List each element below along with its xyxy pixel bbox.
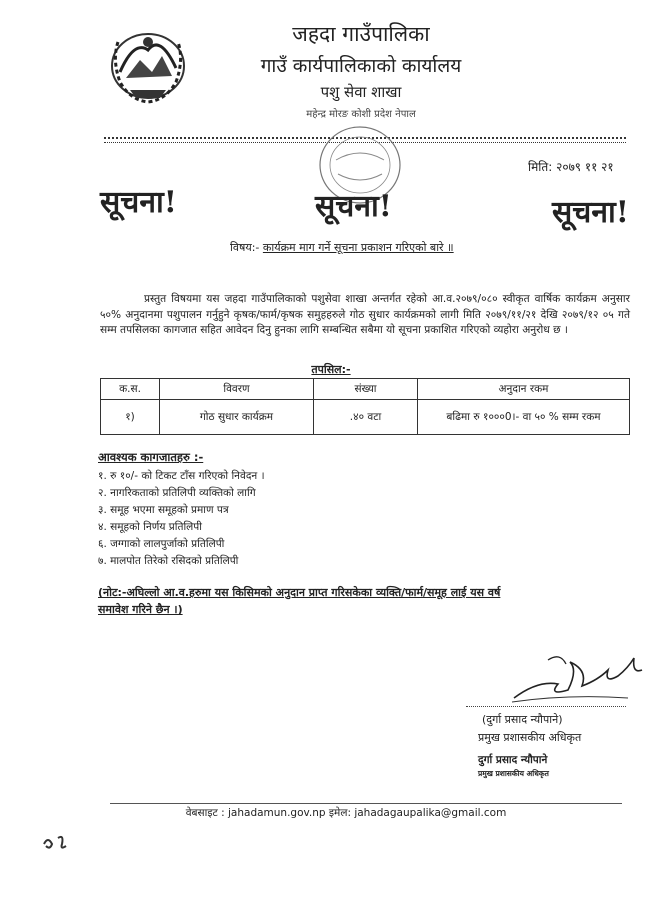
cell-quantity: .४० वटा (314, 400, 418, 435)
signature-line (466, 706, 626, 707)
list-item: २. नागरिकताको प्रतिलिपी व्यक्तिको लागि (98, 487, 256, 499)
cell-serial: १) (101, 400, 160, 435)
cell-grant-amount: बढिमा रु १०००0।- वा ५० % सम्म रकम (418, 400, 630, 435)
details-heading: तपसिल:- (311, 363, 351, 376)
list-item: ७. मालपोत तिरेको रसिदको प्रतिलिपी (98, 555, 239, 567)
notice-body-rest: स्वीकृत वार्षिक कार्यक्रम अनुसार ५०% अनुदानमा पशुपालन गर्नुहुने कृषक/फार्म/कृषक समुहहरुले गोठ सुधार कार्यक्रमको लागी मिति २०७९/११/२१ देखि २०७९/१२ ०५ गते सम्म तपसिलका कागजात सहित आवेदन दिनु हुनका लागि सम्बन्धित सबैमा यो सूचना प्रकाशित गरिएको व्यहोरा अनुरोध छ । (100, 293, 630, 336)
col-quantity: संख्या (314, 379, 418, 400)
footer-divider (110, 803, 622, 804)
notice-note (98, 584, 630, 618)
required-documents-heading: आवश्यक कागजातहरु :- (98, 450, 204, 464)
signatory-title: प्रमुख प्रशासकीय अधिकृत (478, 731, 582, 744)
list-item: १. रु १०/- को टिकट टाँस गरिएको निवेदन । (98, 470, 265, 482)
list-item: ३. समूह भएमा समूहको प्रमाण पत्र (98, 504, 229, 516)
signatory-stamp-title: प्रमुख प्रशासकीय अधिकृत (478, 769, 549, 778)
notice-heading-center: सूचना! (315, 189, 392, 224)
margin-scribble (40, 830, 80, 854)
notice-heading-right: सूचना! (552, 195, 629, 230)
office-name-line2: गाउँ कार्यपालिकाको कार्यालय (260, 55, 462, 77)
subject-label: विषय:- (230, 241, 260, 254)
notice-date: मिति: २०७९ ११ २१ (528, 160, 614, 174)
cell-description: गोठ सुधार कार्यक्रम (160, 400, 314, 435)
signatory-stamp-name: दुर्गा प्रसाद न्यौपाने (478, 754, 548, 766)
signatory-name: (दुर्गा प्रसाद न्यौपाने) (482, 713, 563, 726)
col-serial: क.स. (101, 379, 160, 400)
notice-heading-left: सूचना! (100, 185, 177, 220)
list-item: ६. जग्गाको लालपुर्जाको प्रतिलिपी (98, 538, 225, 550)
required-documents-list (98, 468, 265, 570)
col-grant-amount: अनुदान रकम (418, 379, 630, 400)
list-item: ४. समूहको निर्णय प्रतिलिपी (98, 521, 202, 533)
office-address: महेन्द्र मोरङ कोशी प्रदेश नेपाल (306, 109, 416, 120)
note-line2: समावेश गरिने छैन ।) (98, 603, 183, 616)
table-header-row (101, 379, 630, 400)
footer-contact: वेबसाइट : jahadamun.gov.np इमेल: jahadagaupalika@gmail.com (185, 807, 507, 819)
office-name-line1: जहदा गाउँपालिका (292, 22, 430, 46)
notice-body-first-line: प्रस्तुत विषयमा यस जहदा गाउँपालिकाको पशुसेवा शाखा अन्तर्गत रहेको आ.व.२०७९/०८० (144, 293, 498, 305)
note-line1: (नोट:-अघिल्लो आ.व.हरुमा यस किसिमको अनुदान प्राप्त गरिसकेका व्यक्ति/फार्म/समूह लाई यस वर्ष (98, 586, 501, 599)
section-name: पशु सेवा शाखा (320, 83, 402, 101)
handwritten-signature (508, 640, 648, 706)
table-row (101, 400, 630, 435)
program-table (100, 378, 630, 435)
notice-subject (230, 240, 454, 255)
col-description: विवरण (160, 379, 314, 400)
notice-body (100, 292, 630, 339)
subject-text: कार्यक्रम माग गर्ने सूचना प्रकाशन गरिएको बारे ॥ (262, 241, 454, 254)
